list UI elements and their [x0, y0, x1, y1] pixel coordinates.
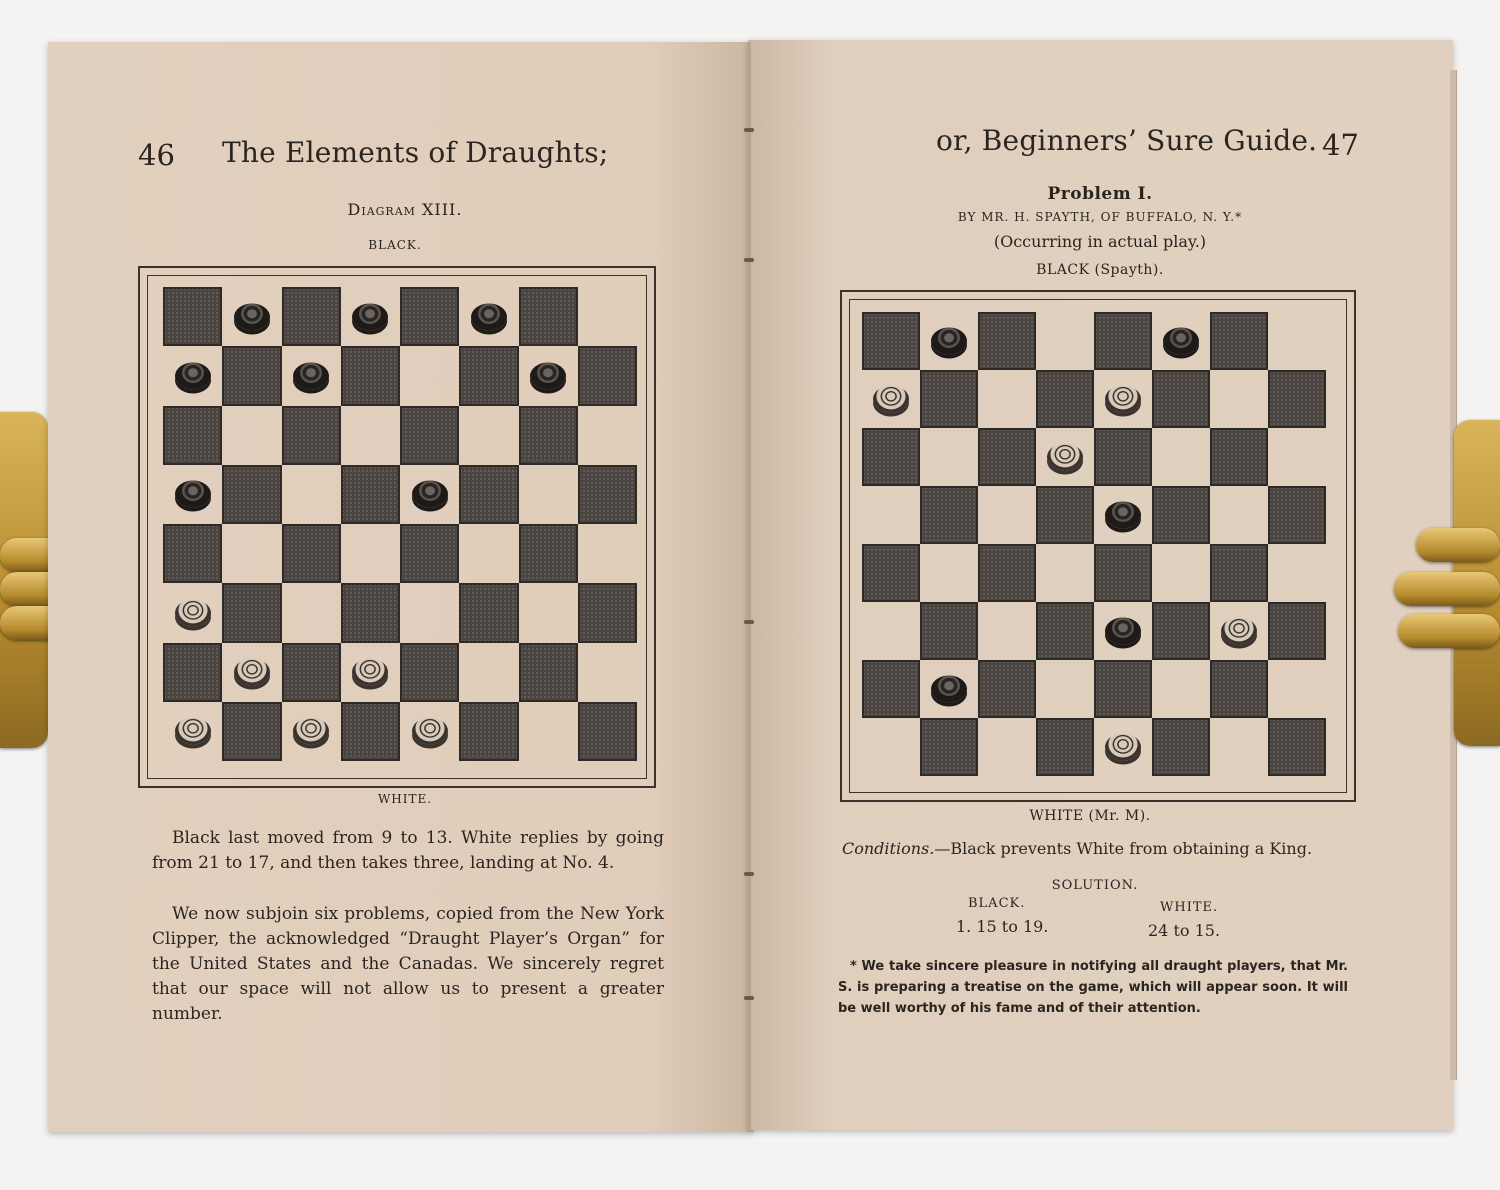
board-square: [1210, 428, 1268, 486]
board-square: [920, 486, 978, 544]
board-square: [282, 346, 341, 405]
board-square: [282, 643, 341, 702]
white-checker-piece: [234, 659, 270, 686]
board-square: [459, 702, 518, 761]
white-move: 24 to 15.: [1148, 921, 1221, 940]
black-checker-piece: [412, 481, 448, 508]
board-square: [920, 544, 978, 602]
board-square: [400, 465, 459, 524]
board-square: [978, 718, 1036, 776]
board-square: [978, 486, 1036, 544]
board-square: [163, 524, 222, 583]
board-square: [1036, 428, 1094, 486]
board-square: [1268, 718, 1326, 776]
board-square: [459, 346, 518, 405]
board-square: [519, 583, 578, 642]
board-square: [978, 312, 1036, 370]
board-square: [1268, 428, 1326, 486]
black-move: 1. 15 to 19.: [956, 917, 1049, 936]
board-square: [1094, 428, 1152, 486]
board-square: [1152, 544, 1210, 602]
board-square: [163, 406, 222, 465]
board-square: [282, 524, 341, 583]
board-square: [1268, 370, 1326, 428]
board-square: [459, 583, 518, 642]
diagram-title: Diagram XIII.: [347, 200, 463, 219]
board-square: [1152, 312, 1210, 370]
board-square: [519, 643, 578, 702]
board-square: [222, 346, 281, 405]
white-checker-piece: [293, 718, 329, 745]
board-square: [282, 465, 341, 524]
board-square: [341, 346, 400, 405]
board-square: [222, 702, 281, 761]
black-checker-piece: [1105, 618, 1141, 645]
board-square: [1268, 660, 1326, 718]
board-bottom-label: WHITE (Mr. M).: [1029, 808, 1151, 824]
binding-stitch: [744, 620, 754, 624]
board-square: [341, 702, 400, 761]
problem-occurrence: (Occurring in actual play.): [993, 232, 1207, 251]
board-square: [282, 287, 341, 346]
board-square: [978, 544, 1036, 602]
board-square: [1152, 370, 1210, 428]
board-square: [222, 643, 281, 702]
white-checker-piece: [175, 599, 211, 626]
board-square: [1094, 718, 1152, 776]
board-square: [163, 583, 222, 642]
board-square: [578, 643, 637, 702]
board-square: [578, 465, 637, 524]
right-clip-finger: [1416, 528, 1500, 562]
board-square: [400, 643, 459, 702]
board-square: [163, 465, 222, 524]
board-square: [163, 643, 222, 702]
intro-paragraph: We now subjoin six problems, copied from the New York Clipper, the acknowledged “Draught Player’s Organ” for the United States and the Canadas. We sincerely regret that our space will not allow us to present a greater number.: [152, 904, 664, 1024]
board-square: [1268, 486, 1326, 544]
board-square: [1210, 486, 1268, 544]
black-checker-piece: [931, 328, 967, 355]
board-square: [1036, 660, 1094, 718]
board-square: [519, 524, 578, 583]
white-checker-piece: [1105, 734, 1141, 761]
page-number: 46: [138, 138, 175, 172]
board-square: [862, 718, 920, 776]
board-square: [862, 544, 920, 602]
board-square: [578, 346, 637, 405]
board-square: [1210, 544, 1268, 602]
board-square: [1210, 602, 1268, 660]
board-square: [222, 287, 281, 346]
board-square: [341, 643, 400, 702]
checkers-board: [163, 287, 637, 761]
board-square: [862, 312, 920, 370]
board-square: [222, 465, 281, 524]
page-number: 47: [1322, 128, 1359, 162]
board-square: [578, 702, 637, 761]
board-square: [163, 346, 222, 405]
board-square: [519, 702, 578, 761]
board-square: [1268, 602, 1326, 660]
black-checker-piece: [1163, 328, 1199, 355]
board-square: [459, 524, 518, 583]
board-square: [1210, 370, 1268, 428]
white-column-heading: WHITE.: [1160, 900, 1219, 915]
board-square: [400, 346, 459, 405]
board-square: [1094, 312, 1152, 370]
binding-stitch: [744, 258, 754, 262]
board-square: [1210, 660, 1268, 718]
board-square: [459, 465, 518, 524]
book-gutter: [747, 42, 751, 1132]
footnote: * We take sincere pleasure in notifying all draught players, that Mr. S. is preparing a treatise on the game, which will appear soon. It will be well worthy of his fame and of their attention.: [838, 959, 1348, 1016]
board-square: [862, 660, 920, 718]
board-square: [163, 702, 222, 761]
board-square: [1036, 718, 1094, 776]
board-square: [1152, 602, 1210, 660]
board-square: [578, 583, 637, 642]
board-square: [1268, 544, 1326, 602]
diagram-note: Black last moved from 9 to 13. White replies by going from 21 to 17, and then takes three, landing at No. 4.: [152, 828, 664, 873]
board-square: [1152, 486, 1210, 544]
board-square: [1094, 486, 1152, 544]
problem-title: Problem I.: [1047, 184, 1153, 204]
board-square: [862, 370, 920, 428]
board-square: [1036, 602, 1094, 660]
board-square: [1152, 718, 1210, 776]
board-square: [862, 428, 920, 486]
problem-byline: BY MR. H. SPAYTH, OF BUFFALO, N. Y.*: [957, 210, 1243, 224]
board-square: [1210, 312, 1268, 370]
board-square: [920, 370, 978, 428]
black-checker-piece: [1105, 502, 1141, 529]
board-square: [282, 583, 341, 642]
board-square: [862, 602, 920, 660]
board-square: [1036, 312, 1094, 370]
board-square: [1094, 602, 1152, 660]
board-square: [1094, 660, 1152, 718]
board-bottom-label: WHITE.: [377, 792, 433, 806]
board-top-label: BLACK (Spayth).: [1036, 262, 1164, 278]
board-square: [920, 312, 978, 370]
board-square: [1152, 660, 1210, 718]
board-square: [341, 524, 400, 583]
black-checker-piece: [352, 303, 388, 330]
checkers-board: [862, 312, 1326, 776]
board-square: [519, 406, 578, 465]
white-checker-piece: [352, 659, 388, 686]
board-square: [222, 524, 281, 583]
problem-conditions: [842, 836, 1342, 861]
right-clip-finger: [1394, 572, 1500, 606]
conditions-label: Conditions.: [842, 839, 935, 858]
solution-heading: SOLUTION.: [1051, 878, 1139, 893]
board-square: [1094, 370, 1152, 428]
board-square: [578, 287, 637, 346]
board-square: [341, 465, 400, 524]
board-square: [920, 428, 978, 486]
board-square: [341, 583, 400, 642]
board-square: [341, 287, 400, 346]
board-square: [920, 718, 978, 776]
board-square: [163, 287, 222, 346]
board-square: [1036, 544, 1094, 602]
white-checker-piece: [175, 718, 211, 745]
board-square: [1094, 544, 1152, 602]
board-square: [1152, 428, 1210, 486]
board-square: [400, 583, 459, 642]
black-checker-piece: [293, 362, 329, 389]
black-checker-piece: [530, 362, 566, 389]
board-square: [282, 702, 341, 761]
board-square: [459, 643, 518, 702]
board-square: [1036, 370, 1094, 428]
board-square: [400, 287, 459, 346]
board-square: [578, 406, 637, 465]
white-checker-piece: [1221, 618, 1257, 645]
board-square: [459, 287, 518, 346]
white-checker-piece: [1047, 444, 1083, 471]
board-square: [282, 406, 341, 465]
running-title: or, Beginners’ Sure Guide.: [936, 124, 1318, 157]
white-checker-piece: [1105, 386, 1141, 413]
board-square: [920, 660, 978, 718]
white-checker-piece: [412, 718, 448, 745]
black-checker-piece: [234, 303, 270, 330]
board-square: [222, 406, 281, 465]
running-title: The Elements of Draughts;: [222, 136, 609, 169]
board-square: [978, 660, 1036, 718]
board-top-label: BLACK.: [368, 238, 422, 252]
black-checker-piece: [175, 362, 211, 389]
board-square: [1268, 312, 1326, 370]
black-checker-piece: [175, 481, 211, 508]
binding-stitch: [744, 128, 754, 132]
board-square: [578, 524, 637, 583]
board-square: [978, 602, 1036, 660]
binding-stitch: [744, 996, 754, 1000]
board-square: [978, 370, 1036, 428]
binding-stitch: [744, 872, 754, 876]
board-square: [519, 287, 578, 346]
board-square: [978, 428, 1036, 486]
board-square: [222, 583, 281, 642]
board-square: [862, 486, 920, 544]
black-column-heading: BLACK.: [968, 896, 1026, 911]
black-checker-piece: [471, 303, 507, 330]
board-square: [1036, 486, 1094, 544]
board-square: [1210, 718, 1268, 776]
board-square: [519, 346, 578, 405]
board-square: [519, 465, 578, 524]
board-square: [400, 702, 459, 761]
right-clip-finger: [1398, 614, 1500, 648]
black-checker-piece: [931, 676, 967, 703]
board-square: [400, 406, 459, 465]
white-checker-piece: [873, 386, 909, 413]
board-square: [341, 406, 400, 465]
board-square: [400, 524, 459, 583]
conditions-text: —Black prevents White from obtaining a King.: [934, 839, 1313, 858]
board-square: [459, 406, 518, 465]
board-square: [920, 602, 978, 660]
